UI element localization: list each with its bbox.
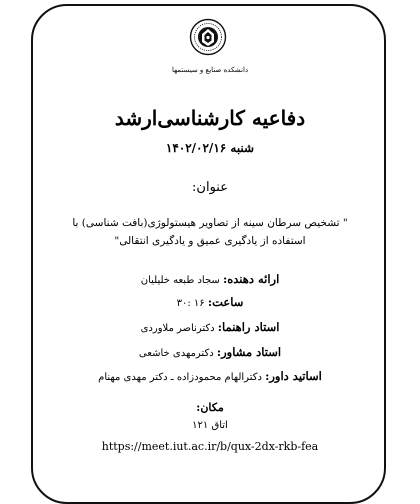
time-row bbox=[0, 295, 420, 309]
advisor-value: دکترمهدی خاشعی bbox=[138, 348, 214, 359]
time-value: ۱۶ :۳۰ bbox=[176, 298, 205, 309]
university-name: دانشکده صنایع و سیستمها bbox=[171, 66, 249, 74]
referees-value: دکترالهام محمودزاده ـ دکتر مهدی مهنام bbox=[98, 372, 262, 383]
subject-text: " تشخیص سرطان سینه از تصاویر هیستولوژی(بافت شناسی) با استفاده از یادگیری عمیق و یادگیری انتقالی" bbox=[72, 217, 348, 247]
room-number: اتاق ۱۲۱ bbox=[192, 420, 228, 431]
place-label: مکان: bbox=[196, 401, 224, 414]
page-title: دفاعیه کارشناسی‌ارشد bbox=[114, 106, 306, 130]
presenter-label: ارائه دهنده: bbox=[223, 272, 280, 286]
presenter-row bbox=[0, 272, 420, 286]
referees-row bbox=[0, 369, 420, 383]
referees-label: اساتید داور: bbox=[265, 369, 322, 383]
advisor-row bbox=[0, 345, 420, 359]
time-label: ساعت: bbox=[207, 295, 244, 309]
defense-date: شنبه ۱۴۰۲/۰۲/۱۶ bbox=[165, 141, 255, 155]
subject-label: عنوان: bbox=[192, 180, 228, 195]
supervisor-label: استاد راهنما: bbox=[217, 320, 280, 334]
supervisor-value: دکترناصر ملاوردی bbox=[140, 323, 215, 334]
supervisor-row bbox=[0, 320, 420, 334]
university-logo-icon bbox=[189, 18, 227, 56]
advisor-label: استاد مشاور: bbox=[216, 345, 282, 359]
presenter-value: سجاد طبعه خلیلیان bbox=[140, 275, 220, 286]
meeting-link[interactable]: https://meet.iut.ac.ir/b/qux-2dx-rkb-fea bbox=[101, 440, 319, 453]
